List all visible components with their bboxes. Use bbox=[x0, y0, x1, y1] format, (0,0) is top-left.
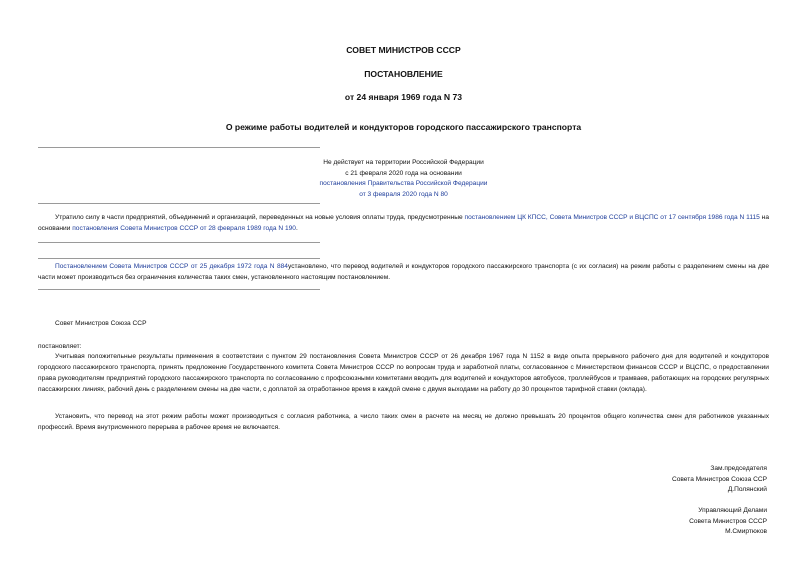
note-link[interactable]: постановлением ЦК КПСС, Совета Министров СССР и ВЦСПС от 17 сентября 1986 года N 1115 bbox=[464, 214, 760, 221]
resolves-label: постановляет: bbox=[38, 343, 82, 350]
signatory-position: Совета Министров Союза ССР bbox=[671, 475, 767, 483]
status-link[interactable]: от 3 февраля 2020 года N 80 bbox=[359, 191, 448, 199]
note-text: установлено, что перевод водителей и кондукторов городского пассажирского транспорта (с их согласия) на режим работы с разделением смены на две части может производиться без ограничения количества таких смен, установленного настоящим постановлением. bbox=[38, 263, 769, 281]
note-link[interactable]: постановления Совета Министров СССР от 28 февраля 1989 года N 190 bbox=[72, 224, 296, 232]
preamble: Совет Министров Союза ССР bbox=[55, 320, 147, 327]
note-text: Утратило силу в части предприятий, объединений и организаций, переведенных на новые условия оплаты труда, предусмотренные bbox=[55, 214, 465, 221]
divider bbox=[38, 289, 320, 290]
editorial-note bbox=[38, 213, 769, 235]
status-box bbox=[0, 158, 807, 201]
divider bbox=[38, 258, 320, 259]
note-link[interactable]: Постановлением Совета Министров СССР от 25 декабря 1972 года N 884 bbox=[55, 263, 288, 270]
document-title: О режиме работы водителей и кондукторов городского пассажирского транспорта bbox=[225, 122, 582, 132]
signatory-name: Д.Полянский bbox=[727, 486, 767, 494]
signatory-name: М.Смиртюков bbox=[725, 528, 767, 536]
doc-type-heading: ПОСТАНОВЛЕНИЕ bbox=[364, 69, 443, 79]
divider bbox=[38, 147, 320, 148]
signatory-position: Совета Министров СССР bbox=[689, 517, 767, 525]
signature-block bbox=[689, 506, 767, 538]
body-paragraph: Учитывая положительные результаты применения в соответствии с пунктом 29 постановления Совета Министров СССР от 26 декабря 1967 года N 1152 в виде опыта прерывного рабочего дня для водителей и кондукторов городского пассажирского транспорта, принять предложение Государственного комитета Совета Министров СССР по вопросам труда и заработной платы, согласованное с Министерством финансов СССР и ВЦСПС, о предоставлении права руководителям предприятий городского пассажирского транспорта по согласованию с профсоюзными комитетами вводить для водителей и кондукторов автобусов, троллейбусов и трамваев, работающих на городских регулярных пассажирских линиях, рабочий день с разделением смены на две части, с доплатой за отработанное время в каждой смене с двумя выходами на работу до 30 процентов тарифной ставки (оклада). bbox=[38, 353, 769, 393]
signature-block bbox=[672, 464, 767, 496]
signatory-position: Управляющий Делами bbox=[698, 507, 767, 514]
note-text: . bbox=[295, 224, 298, 232]
note-text: на основании bbox=[38, 214, 769, 232]
status-link[interactable]: постановления Правительства Российской Федерации bbox=[319, 180, 488, 188]
date-number-heading: от 24 января 1969 года N 73 bbox=[344, 92, 463, 102]
status-line: с 21 февраля 2020 года на основании bbox=[345, 169, 462, 177]
status-line: Не действует на территории Российской Федерации bbox=[323, 159, 484, 166]
body-paragraph: Установить, что перевод на этот режим работы может производиться с согласия работника, а число таких смен в расчете на месяц не должно превышать 20 процентов общего количества смен для работников указанных профессий. Время внутрисменного перерыва в рабочее время не включается. bbox=[38, 413, 769, 431]
divider bbox=[38, 203, 320, 204]
signatory-position: Зам.председателя bbox=[710, 465, 767, 472]
divider bbox=[38, 242, 320, 243]
issuer-heading: СОВЕТ МИНИСТРОВ СССР bbox=[346, 45, 461, 55]
editorial-note bbox=[38, 262, 769, 284]
